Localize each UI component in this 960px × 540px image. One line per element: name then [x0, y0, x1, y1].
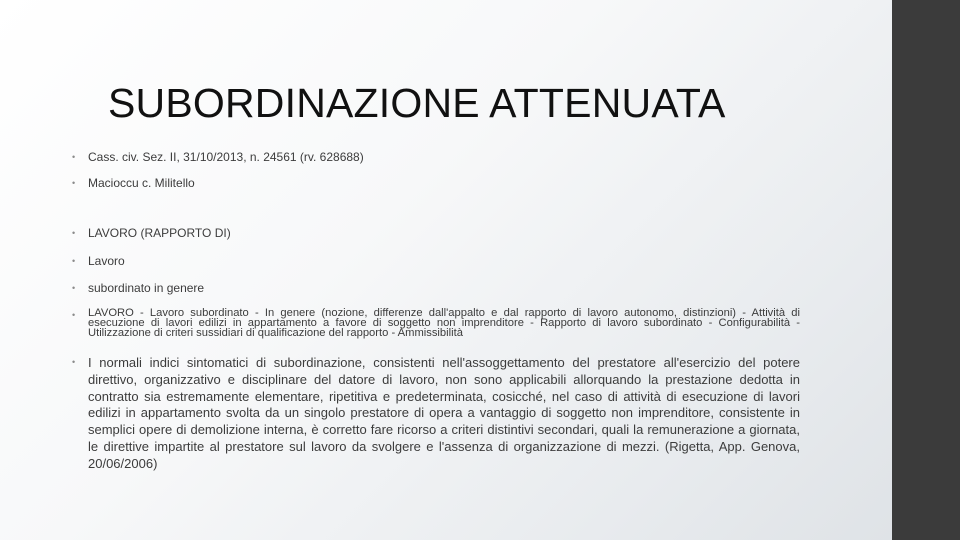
bullet-dot-icon: •	[72, 310, 76, 320]
bullet-dot-icon: •	[72, 357, 76, 367]
bullet-text: subordinato in genere	[88, 281, 205, 295]
bullet-parties	[72, 176, 800, 190]
slide-title: SUBORDINAZIONE ATTENUATA	[108, 80, 726, 126]
bullet-citation	[72, 150, 800, 164]
bullet-list	[72, 150, 800, 473]
bullet-massima-heading	[72, 308, 800, 338]
bullet-text: LAVORO (RAPPORTO DI)	[88, 226, 231, 240]
bullet-text: I normali indici sintomatici di subordinazione, consistenti nell'assoggettamento del prestatore all'esercizio del potere direttivo, organizzativo e disciplinare del datore di lavoro, non sono applicabili allorquando la prestazione dedotta in contratto sia estremamente elementare, ripetitiva e predeterminata, cosicché, nel caso di attività di esecuzione di lavori edilizi in appartamento svolta da un singolo prestatore di opera a vantaggio di soggetto non imprenditore, consistente in semplici opere di demolizione interna, è corretto fare ricorso a criteri distintivi secondari, quali la remunerazione a giornata, le direttive impartite al prestatore sul lavoro da svolgere e l'assenza di organizzazione di mezzi. (Rigetta, App. Genova, 20/06/2006)	[88, 355, 800, 471]
bullet-dot-icon: •	[72, 228, 76, 238]
bullet-text: Lavoro	[88, 254, 125, 268]
bullet-text: Macioccu c. Militello	[88, 176, 195, 190]
bullet-dot-icon: •	[72, 256, 76, 266]
bullet-massima-body	[72, 355, 800, 473]
bullet-text: Cass. civ. Sez. II, 31/10/2013, n. 24561 (rv. 628688)	[88, 150, 364, 164]
bullet-subject	[72, 226, 800, 240]
bullet-dot-icon: •	[72, 152, 76, 162]
bullet-subject-sub	[72, 254, 800, 268]
bullet-dot-icon: •	[72, 283, 76, 293]
right-sidebar-bar	[892, 0, 960, 540]
bullet-subject-detail	[72, 281, 800, 295]
bullet-text: LAVORO - Lavoro subordinato - In genere (nozione, differenze dall'appalto e dal rapporto di lavoro autonomo, distinzioni) - Attività di esecuzione di lavori edilizi in appartamento a favore di soggetto non imprenditore - Rapporto di lavoro subordinato - Configurabilità - Utilizzazione di criteri sussidiari di qualificazione del rapporto - Ammissibilità	[88, 307, 800, 339]
bullet-dot-icon: •	[72, 178, 76, 188]
